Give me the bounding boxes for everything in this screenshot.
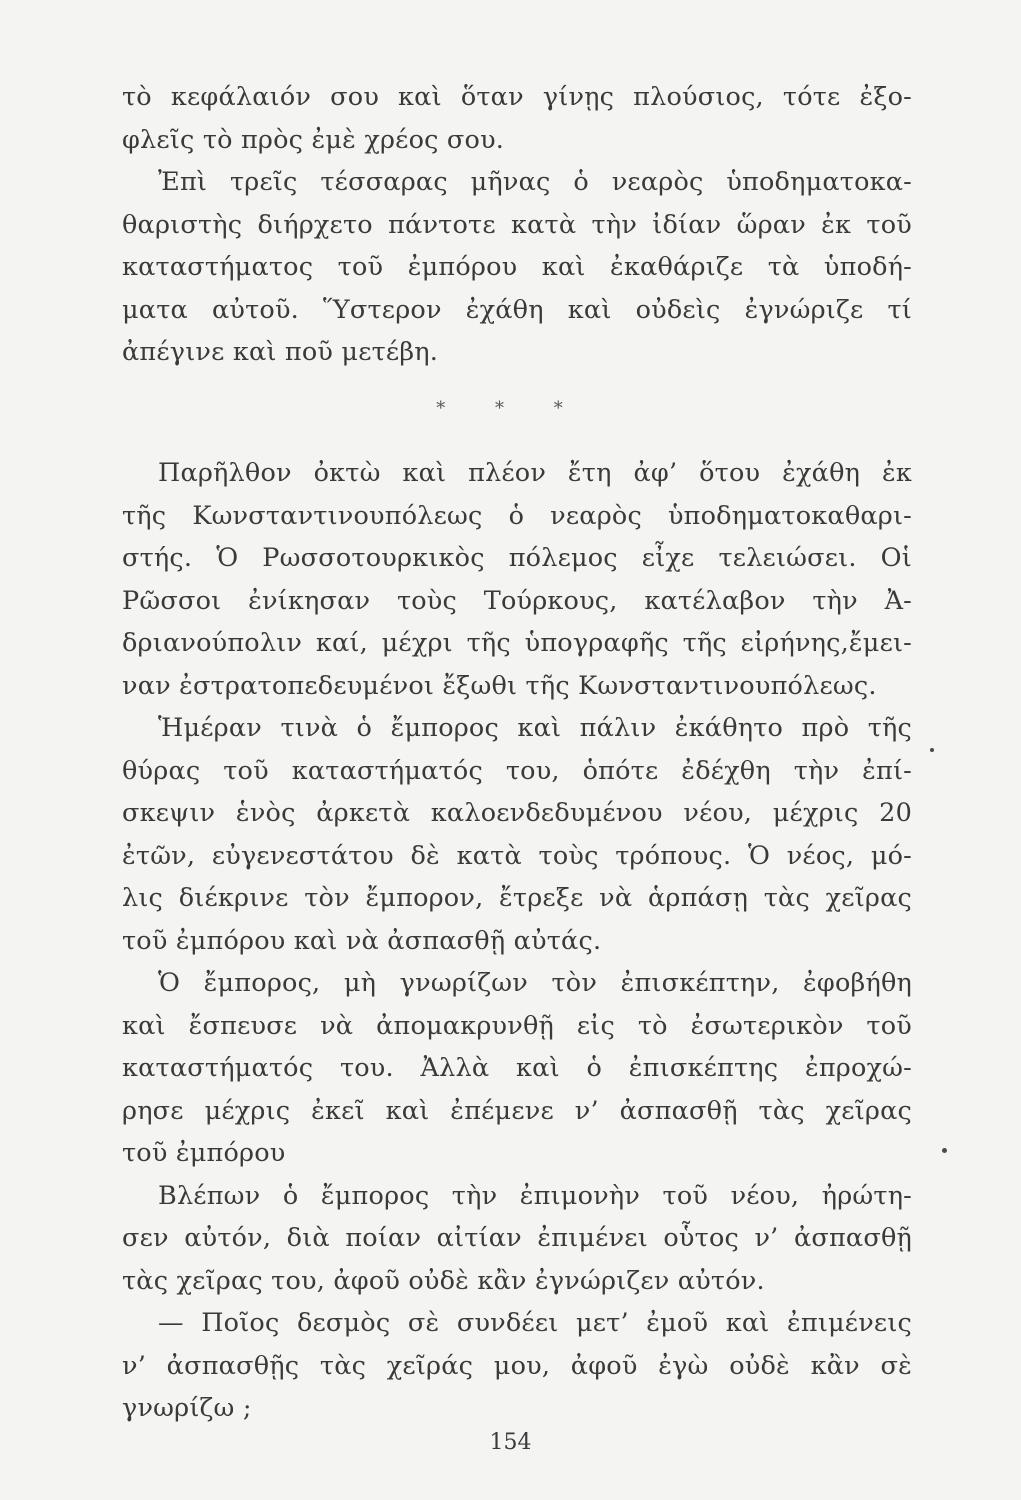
text-line: τὰς χεῖρας του, ἀφοῦ οὐδὲ κἂν ἐγνώριζεν αὐτόν.: [122, 1265, 765, 1296]
text-line: τὸ κεφάλαιόν σου καὶ ὅταν γίνῃς πλούσιος, τότε ἐξο-: [122, 82, 912, 112]
text-line: τοῦ ἐμπόρου καὶ νὰ ἀσπασθῇ αὐτάς.: [122, 925, 602, 956]
text-line: ματα αὐτοῦ. Ὕστερον ἐχάθη καὶ οὐδεὶς ἐγνώριζε τί: [122, 294, 912, 325]
text-line: ἐτῶν, εὐγενεστάτου δὲ κατὰ τοὺς τρόπους. Ὁ νέος, μό-: [122, 840, 912, 871]
page-number: 154: [489, 1430, 532, 1455]
text-line: Βλέπων ὁ ἔμπορος τὴν ἐπιμονὴν τοῦ νέου, ἠρώτη-: [158, 1180, 912, 1211]
text-line: σεν αὐτόν, διὰ ποίαν αἰτίαν ἐπιμένει οὗτος ν’ ἀσπασθῇ: [122, 1223, 912, 1253]
text-line: ναν ἐστρατοπεδευμένοι ἔξωθι τῆς Κωνσταντινουπόλεως.: [122, 670, 877, 701]
text-line: ρησε μέχρις ἐκεῖ καὶ ἐπέμενε ν’ ἀσπασθῇ τὰς χεῖρας: [122, 1095, 912, 1126]
text-line: ἀπέγινε καὶ ποῦ μετέβη.: [122, 337, 439, 367]
text-line: στής. Ὁ Ρωσσοτουρκικὸς πόλεμος εἶχε τελειώσει. Οἱ: [122, 543, 912, 573]
text-line: Ὁ ἔμπορος, μὴ γνωρίζων τὸν ἐπισκέπτην, ἐφοβήθη: [158, 968, 912, 998]
text-block-main: [122, 452, 912, 1430]
text-line: Ἐπὶ τρεῖς τέσσαρας μῆνας ὁ νεαρὸς ὑποδηματοκα-: [158, 167, 912, 197]
text-line: καταστήματος τοῦ ἐμπόρου καὶ ἐκαθάριζε τὰ ὑποδή-: [122, 252, 912, 282]
text-line: καταστήματός του. Ἀλλὰ καὶ ὁ ἐπισκέπτης ἐπροχώ-: [122, 1053, 912, 1083]
text-line: καὶ ἔσπευσε νὰ ἀπομακρυνθῇ εἰς τὸ ἐσωτερικὸν τοῦ: [122, 1010, 912, 1041]
text-line: ν’ ἀσπασθῇς τὰς χεῖράς μου, ἀφοῦ ἐγὼ οὐδὲ κἂν σὲ: [122, 1350, 912, 1381]
text-line: Παρῆλθον ὀκτὼ καὶ πλέον ἔτη ἀφ’ ὅτου ἐχάθη ἐκ: [158, 458, 912, 488]
text-line: θαριστὴς διήρχετο πάντοτε κατὰ τὴν ἰδίαν ὥραν ἐκ τοῦ: [122, 209, 912, 240]
text-line: δριανούπολιν καί, μέχρι τῆς ὑπογραφῆς τῆς εἰρήνης,ἔμει-: [122, 628, 912, 658]
text-line: τοῦ ἐμπόρου: [122, 1138, 286, 1168]
scan-speck: [942, 1148, 947, 1153]
text-line: τῆς Κωνσταντινουπόλεως ὁ νεαρὸς ὑποδηματοκαθαρι-: [122, 500, 912, 531]
text-line: — Ποῖος δεσμὸς σὲ συνδέει μετ’ ἐμοῦ καὶ ἐπιμένεις: [158, 1308, 912, 1338]
section-separator: * * *: [436, 398, 585, 419]
text-line: φλεῖς τὸ πρὸς ἐμὲ χρέος σου.: [122, 124, 505, 155]
text-line: σκεψιν ἑνὸς ἀρκετὰ καλοενδεδυμένου νέου, μέχρις 20: [122, 798, 912, 828]
text-block-top: [122, 76, 912, 374]
text-line: Ρῶσσοι ἐνίκησαν τοὺς Τούρκους, κατέλαβον τὴν Ἀ-: [122, 585, 912, 616]
text-line: θύρας τοῦ καταστήματός του, ὁπότε ἐδέχθη τὴν ἐπί-: [122, 755, 912, 786]
text-line: λις διέκρινε τὸν ἔμπορον, ἔτρεξε νὰ ἁρπάσῃ τὰς χεῖρας: [122, 883, 912, 913]
text-line: Ἡμέραν τινὰ ὁ ἔμπορος καὶ πάλιν ἐκάθητο πρὸ τῆς: [158, 713, 912, 743]
text-line: γνωρίζω ;: [122, 1393, 252, 1423]
scan-speck: [930, 748, 934, 752]
